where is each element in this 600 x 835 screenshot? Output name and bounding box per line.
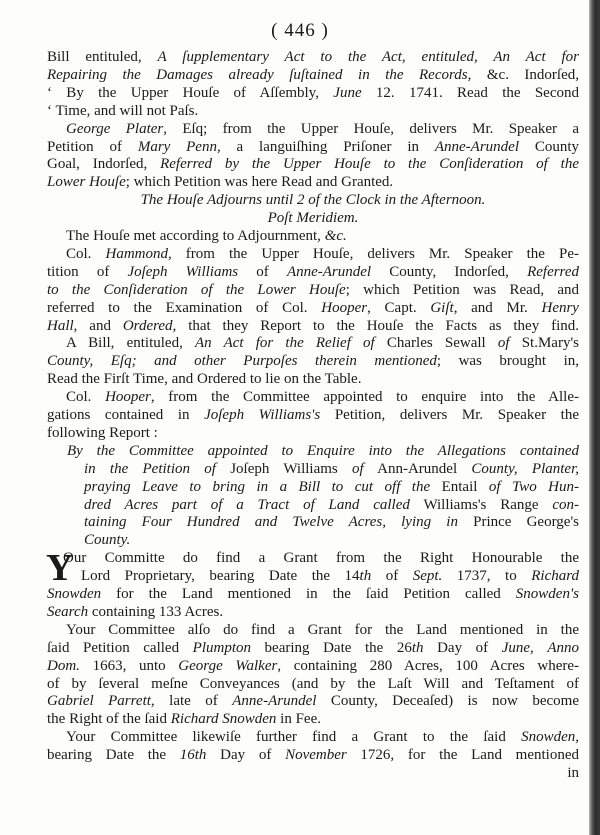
italic-text: Referred by the Upper Houſe to the Conſideration of the [160, 156, 579, 173]
roman-text: Day of [206, 747, 286, 764]
text-line [47, 84, 579, 102]
italic-text: Dom. [47, 657, 80, 674]
roman-text: , Capt. [367, 299, 431, 316]
roman-text: Prince George's [457, 514, 579, 531]
italic-text: June [501, 639, 531, 656]
roman-text: containing 133 Acres. [88, 603, 224, 620]
scan-edge [589, 0, 600, 835]
roman-text: of [238, 263, 287, 280]
roman-text: Read the Firſt Time, and Ordered to lie on the Table. [47, 371, 362, 388]
roman-text: Col. [66, 245, 106, 262]
italic-text: Henry [541, 299, 579, 316]
roman-text: ‘ By the Upper Houſe of Aſſembly, [47, 84, 334, 101]
roman-text: Col. [66, 389, 106, 406]
text-line [47, 370, 579, 388]
roman-text: , and [73, 317, 123, 334]
roman-text: , containing 280 Acres, 100 Acres where- [277, 657, 579, 674]
italic-text: in the Petition of [84, 460, 216, 477]
roman-text: the Right of the ſaid [47, 711, 171, 728]
text-line [66, 621, 579, 639]
italic-text: Anno [547, 639, 579, 656]
text-line [47, 191, 579, 209]
italic-text: Search [47, 603, 89, 620]
italic-text: November [285, 747, 347, 764]
roman-text: , [401, 49, 422, 65]
italic-text: County, Planter, [471, 460, 579, 477]
italic-text: County. [84, 532, 131, 549]
italic-text: The Houſe Adjourns until 2 of the Clock in the Afternoon. [140, 192, 486, 209]
italic-text: praying Leave to bring in a Bill to cut off the [84, 478, 431, 495]
roman-text: ſaid Petition called [47, 639, 193, 656]
italic-text: June [333, 84, 362, 101]
text-line [47, 155, 579, 173]
roman-text: The Houſe met according to Adjournment, [66, 228, 325, 244]
text-line [47, 209, 579, 227]
roman-text: Our Committe do find a Grant from the Right Honourable the [63, 550, 579, 567]
roman-text: Bill entituled, [47, 49, 158, 65]
roman-text: , [530, 639, 548, 656]
roman-text: gations contained in [47, 407, 205, 423]
italic-text: dred Acres part of a Tract of Land called [84, 496, 410, 513]
text-line [47, 406, 579, 424]
italic-text: George Walker [178, 657, 278, 674]
roman-text: Petition, delivers Mr. Speaker the [320, 407, 579, 423]
text-line [63, 549, 579, 567]
italic-text: th [411, 639, 424, 656]
italic-text: Lower Houſe [47, 174, 126, 191]
text-line [47, 102, 579, 120]
text-line [66, 245, 579, 263]
roman-text: Ann-Arundel [363, 460, 472, 477]
roman-text: Williams's Range [409, 496, 553, 513]
text-line [84, 496, 579, 514]
roman-text: bearing Date the 26 [251, 639, 412, 656]
italic-text: 16th [179, 747, 207, 764]
roman-text: 1726, for the Land mentioned [346, 747, 579, 764]
italic-text: George Plater [66, 120, 164, 137]
roman-text: of by ſeveral meſne Conveyances (and by the Laſt Will and Teſtament of [47, 675, 579, 692]
italic-text: Mary Penn [137, 138, 217, 155]
roman-text: , late of [150, 693, 233, 710]
roman-text: , a languiſhing Priſoner in [216, 138, 435, 155]
italic-text: Hooper [105, 389, 151, 406]
italic-text: Hooper [321, 299, 368, 316]
text-line [84, 478, 579, 496]
roman-text: following Report : [47, 424, 158, 441]
text-line [47, 675, 579, 693]
roman-text: referred to the Examination of Col. [47, 299, 322, 316]
italic-text: Joſeph Williams's [204, 407, 321, 423]
italic-text: Giſt [430, 299, 454, 316]
italic-text: Anne-Arundel [434, 138, 519, 155]
text-line [47, 746, 579, 764]
italic-text: of Two Hun- [488, 478, 580, 495]
text-line [47, 764, 579, 782]
italic-text: &c. [324, 228, 347, 244]
text-line [47, 173, 579, 191]
roman-text: for the Land mentioned in the ſaid Petition called [101, 586, 516, 602]
text-line [84, 531, 579, 549]
roman-text: Your Committee alſo do find a Grant for the Land mentioned in the [66, 621, 579, 638]
italic-text: Repairing the Damages already ſuſtained in the Records [47, 66, 468, 83]
text-line [47, 138, 579, 156]
roman-text: of [371, 568, 413, 585]
italic-text: Ordered [122, 317, 173, 334]
roman-text: 1663, unto [79, 657, 179, 674]
roman-text: in Fee. [276, 711, 321, 728]
italic-text: Joſeph Williams [127, 263, 239, 280]
roman-text: A Bill, entituled, [66, 335, 196, 352]
text-line [47, 710, 579, 728]
text-line [81, 567, 579, 585]
italic-text: to the Conſideration of the Lower Houſe [47, 281, 346, 298]
text-line [66, 388, 579, 406]
roman-text: , &c. Indorſed, [467, 66, 580, 83]
roman-text: Joſeph Williams [215, 460, 353, 477]
italic-text: th [359, 568, 372, 585]
text-line [47, 352, 579, 370]
roman-text: , from the Committee appointed to enquire into the Alle- [150, 389, 579, 406]
roman-text: 12. 1741. Read the Second [361, 84, 579, 101]
text-line [84, 460, 579, 478]
italic-text: taining Four Hundred and Twelve Acres, lying in [84, 514, 458, 531]
text-line [47, 281, 579, 299]
roman-text: , that they Report to the Houſe the Facts as they find. [172, 317, 579, 334]
italic-text: Plumpton [192, 639, 251, 656]
page-number: ( 446 ) [271, 20, 329, 41]
text-line [47, 299, 579, 317]
roman-text: Entail [430, 478, 489, 495]
italic-text: Anne-Arundel [286, 263, 372, 280]
text-line [47, 692, 579, 710]
text-line [66, 120, 579, 138]
text-line [66, 227, 579, 245]
roman-text: County [518, 138, 579, 155]
roman-text: St.Mary's [509, 335, 580, 352]
italic-text: Anne-Arundel [232, 693, 317, 710]
text-line [47, 48, 579, 66]
italic-text: Sept. [412, 568, 443, 585]
italic-text: Snowden [47, 586, 102, 602]
roman-text: tition of [47, 263, 128, 280]
text-line [47, 317, 579, 335]
roman-text: Petition of [47, 138, 138, 155]
text-line [47, 639, 579, 657]
roman-text: ; which Petition was here Read and Granted. [125, 174, 394, 191]
italic-text: Gabriel Parrett [47, 693, 151, 710]
text-line [47, 263, 579, 281]
roman-text: Charles Sewall [374, 335, 498, 352]
italic-text: County, Eſq; and other Purpoſes therein mentioned [47, 353, 437, 370]
roman-text: ‘ Time, and will not Paſs. [47, 102, 199, 119]
roman-text: County, Indorſed, [371, 263, 528, 280]
italic-text: Richard [531, 568, 580, 585]
italic-text: By the Committee appointed to Enquire into the Allegations contained [67, 442, 579, 459]
text-line [47, 424, 579, 442]
text-line [66, 334, 579, 352]
text-line [47, 585, 579, 603]
italic-text: A ſupplementary Act to the Act [157, 49, 402, 65]
text-line [66, 728, 579, 746]
text-line [47, 657, 579, 675]
roman-text: ; was brought in, [436, 353, 579, 370]
roman-text: 1737, to [442, 568, 532, 585]
italic-text: An Act for the Relief of [195, 335, 375, 352]
text-line [47, 66, 579, 84]
roman-text: bearing Date the [47, 747, 180, 764]
roman-text: Day of [423, 639, 502, 656]
italic-text: Hammond [105, 245, 168, 262]
text-line [47, 603, 579, 621]
italic-text: Richard Snowden [170, 711, 277, 728]
roman-text: , from the Upper Houſe, delivers Mr. Speaker the Pe- [167, 245, 579, 262]
italic-text: Snowden, [521, 729, 579, 746]
roman-text: Your Committee likewiſe further find a Grant to the ſaid [66, 729, 522, 746]
italic-text: Snowden's [515, 586, 579, 602]
roman-text: ; which Petition was Read, and [345, 281, 580, 298]
text-line [84, 513, 579, 531]
italic-text: Poſt Meridiem. [267, 210, 359, 227]
italic-text: entituled, An Act for [421, 49, 580, 65]
roman-text: Goal, Indorſed, [47, 156, 161, 173]
roman-text: , and Mr. [453, 299, 542, 316]
italic-text: of [497, 335, 510, 352]
italic-text: Referred [527, 263, 579, 280]
italic-text: of [352, 460, 364, 477]
roman-text: in [567, 765, 579, 781]
roman-text: Lord Proprietary, bearing Date the 14 [81, 568, 360, 585]
text-line [67, 442, 579, 460]
drop-cap: Y [46, 547, 74, 590]
italic-text: con- [552, 496, 580, 513]
roman-text: County, Deceaſed) is now become [316, 693, 579, 710]
roman-text: , Eſq; from the Upper Houſe, delivers Mr. Speaker a [163, 120, 579, 137]
italic-text: Hall [47, 317, 74, 334]
